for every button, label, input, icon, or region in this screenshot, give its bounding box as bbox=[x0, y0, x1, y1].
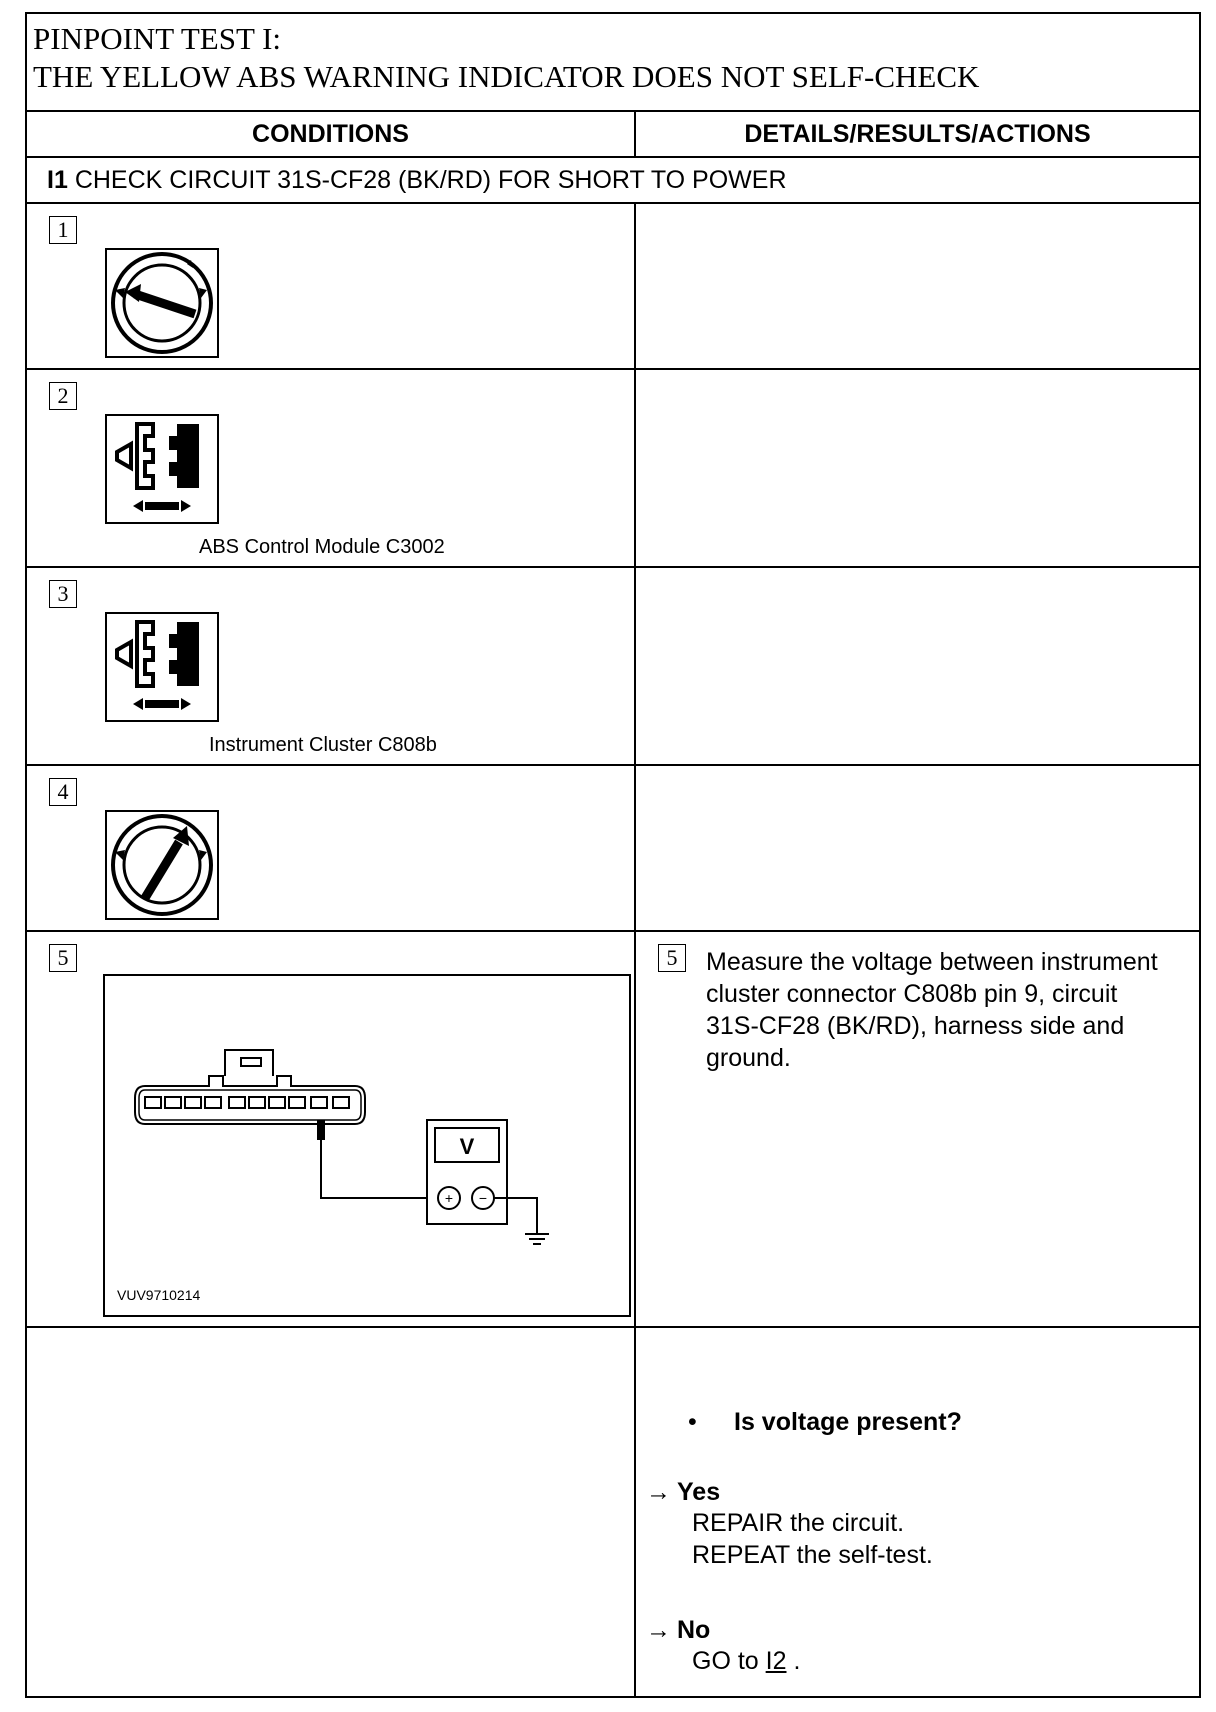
details-step-2 bbox=[635, 369, 1200, 567]
details-step-3 bbox=[635, 567, 1200, 765]
question bbox=[688, 1408, 962, 1437]
no-label: No bbox=[677, 1616, 711, 1644]
condition-results-empty bbox=[26, 1327, 635, 1697]
condition-step-2 bbox=[26, 369, 635, 567]
pinpoint-test-table bbox=[25, 12, 1201, 1698]
question-text: Is voltage present? bbox=[734, 1408, 962, 1436]
arrow-right-icon: → bbox=[646, 1478, 671, 1506]
test-title-line1: PINPOINT TEST I: bbox=[33, 21, 282, 56]
details-step-1 bbox=[635, 203, 1200, 369]
no-branch bbox=[646, 1616, 800, 1677]
condition-step-4 bbox=[26, 765, 635, 931]
pinpoint-test-document bbox=[25, 12, 1199, 1698]
step-number-5: 5 bbox=[49, 944, 77, 972]
figure-code: VUV9710214 bbox=[117, 1287, 201, 1303]
yes-action-2: REPEAT the self-test. bbox=[692, 1541, 933, 1569]
condition-step-5 bbox=[26, 931, 635, 1327]
conditions-header: CONDITIONS bbox=[26, 111, 635, 157]
details-step-4 bbox=[635, 765, 1200, 931]
test-title bbox=[26, 13, 1200, 111]
goto-i2-link[interactable]: I2 bbox=[765, 1647, 787, 1675]
step-number-1: 1 bbox=[49, 216, 77, 244]
no-action-suffix: . bbox=[786, 1647, 801, 1675]
yes-action-1: REPAIR the circuit. bbox=[692, 1509, 905, 1537]
condition-step-1 bbox=[26, 203, 635, 369]
plus-terminal-label: + bbox=[444, 1190, 454, 1206]
step-3-caption: Instrument Cluster C808b bbox=[209, 734, 437, 756]
no-action bbox=[692, 1645, 800, 1677]
step-number-2: 2 bbox=[49, 382, 77, 410]
step-2-caption: ABS Control Module C3002 bbox=[199, 536, 445, 558]
results-cell bbox=[635, 1327, 1200, 1697]
yes-branch bbox=[646, 1478, 933, 1571]
bullet-icon: • bbox=[688, 1408, 697, 1436]
meter-label: V bbox=[459, 1134, 475, 1159]
disconnect-connector-icon bbox=[105, 612, 219, 722]
minus-terminal-label: − bbox=[478, 1190, 488, 1206]
ignition-on-icon bbox=[105, 810, 219, 920]
condition-step-3 bbox=[26, 567, 635, 765]
yes-label: Yes bbox=[677, 1478, 721, 1506]
details-header: DETAILS/RESULTS/ACTIONS bbox=[635, 111, 1200, 157]
details-step-5 bbox=[635, 931, 1200, 1327]
test-title-line2: THE YELLOW ABS WARNING INDICATOR DOES NOT SELF-CHECK bbox=[33, 59, 980, 94]
measure-instruction: Measure the voltage between instrument cluster connector C808b pin 9, circuit 31S-CF28 (BK/RD), harness side and ground. bbox=[706, 948, 1158, 1072]
step-number-3: 3 bbox=[49, 580, 77, 608]
arrow-right-icon: → bbox=[646, 1616, 671, 1644]
detail-step-number-5: 5 bbox=[658, 944, 686, 972]
no-action-prefix: GO to bbox=[692, 1647, 766, 1675]
voltmeter-diagram bbox=[103, 974, 631, 1317]
ignition-off-icon bbox=[105, 248, 219, 358]
step-number-4: 4 bbox=[49, 778, 77, 806]
step-header bbox=[26, 157, 1200, 203]
disconnect-connector-icon bbox=[105, 414, 219, 524]
step-id: I1 bbox=[47, 165, 68, 194]
step-header-text: CHECK CIRCUIT 31S-CF28 (BK/RD) FOR SHORT TO POWER bbox=[74, 165, 787, 194]
